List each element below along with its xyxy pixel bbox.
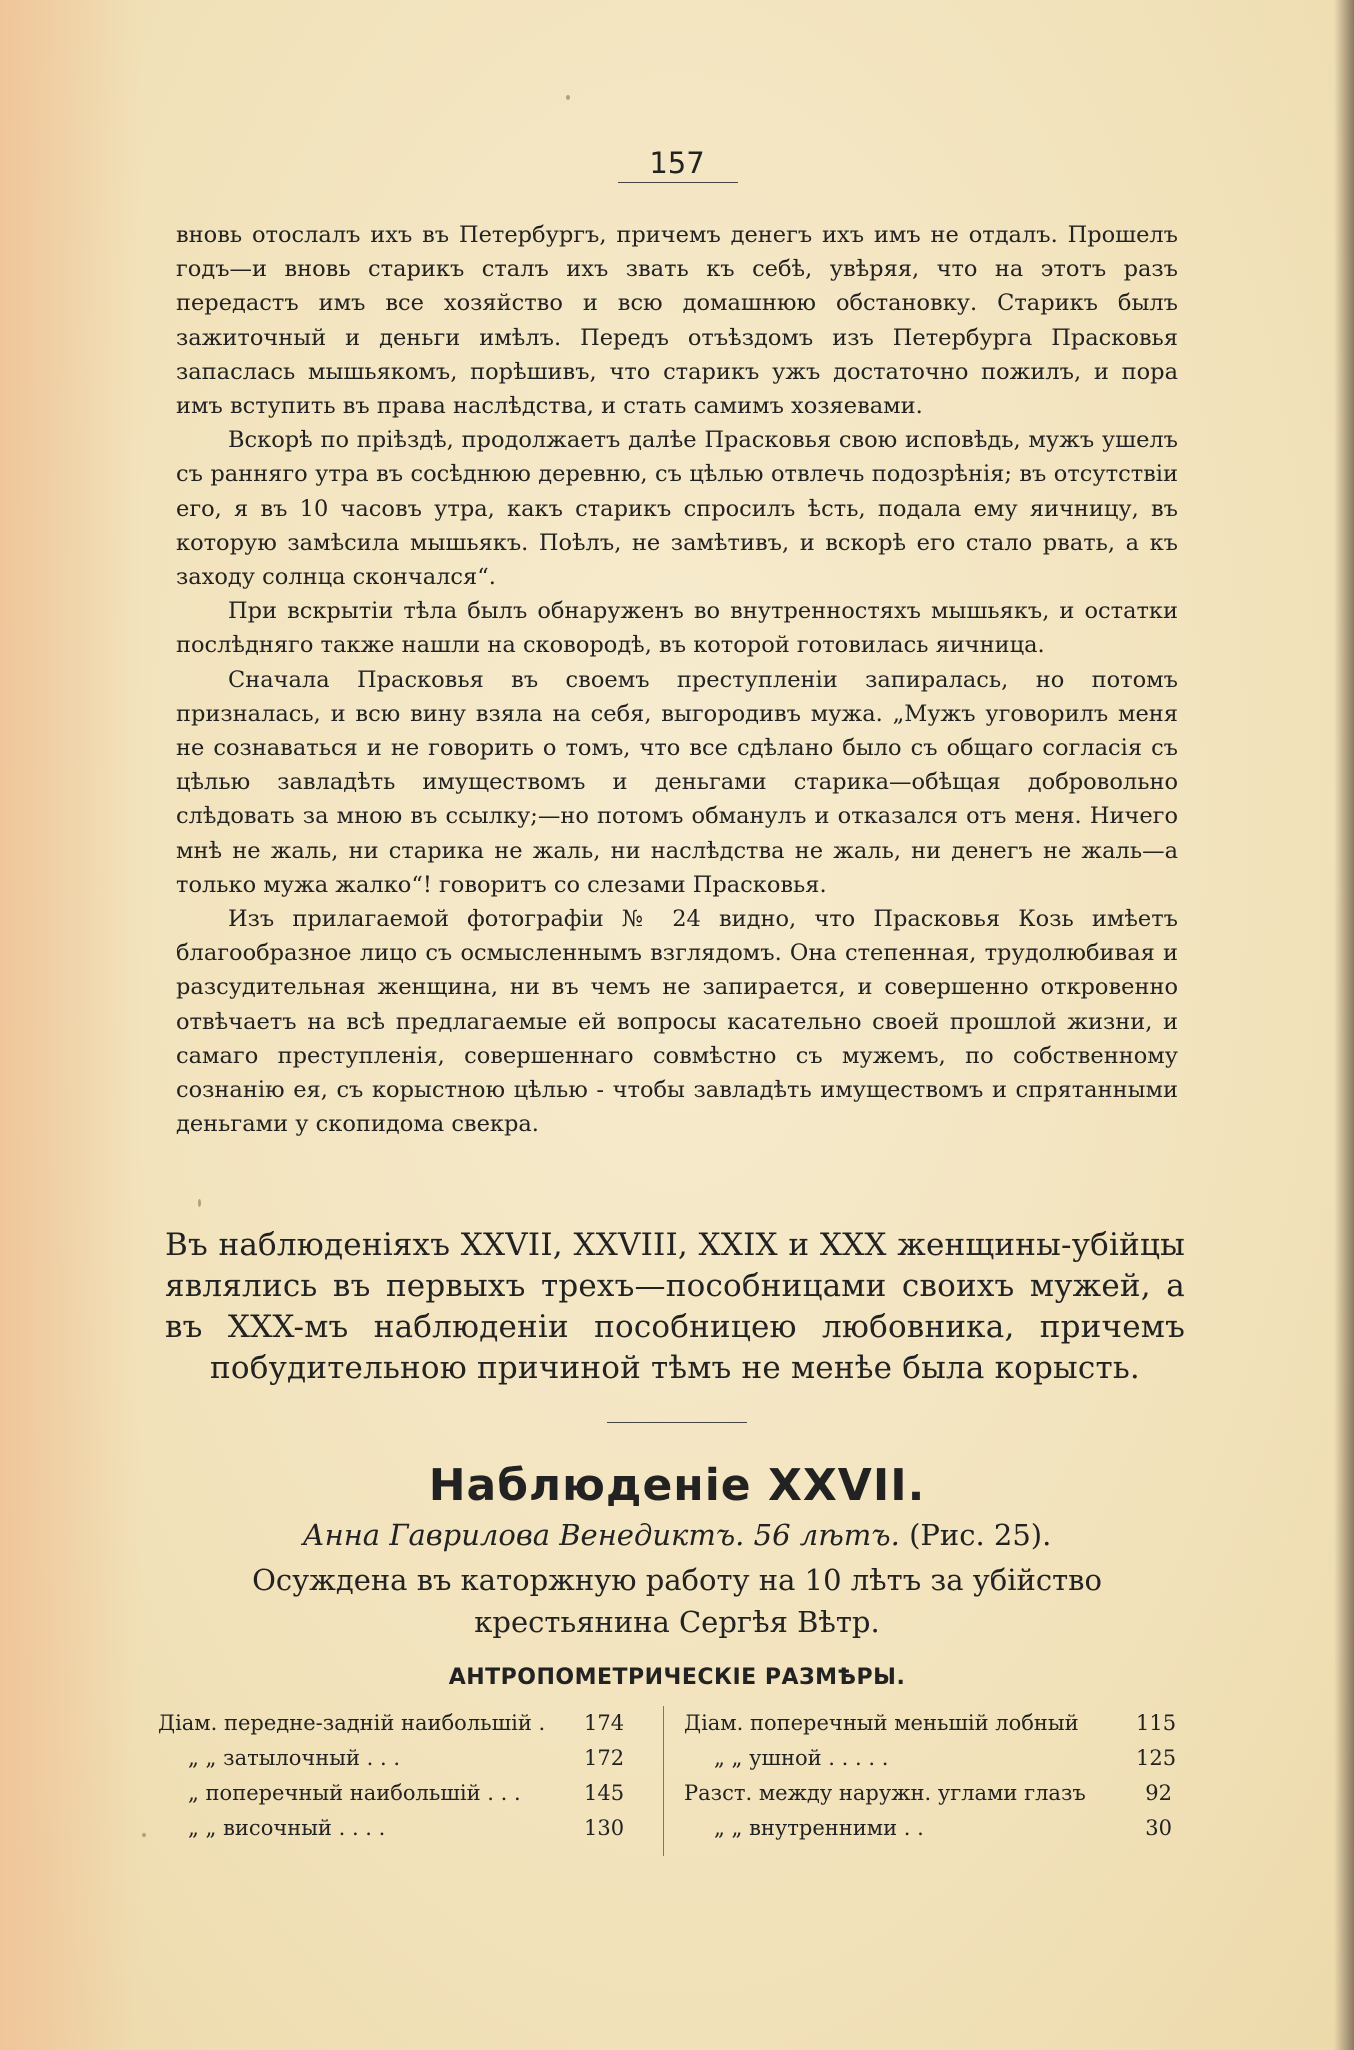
section-divider (607, 1422, 747, 1423)
measurement-label: „ „ внутренними . . (714, 1816, 924, 1840)
measurement-row (684, 1741, 1177, 1776)
paper-speck (198, 1199, 201, 1207)
measurement-value: 174 (584, 1711, 625, 1735)
measurement-value: 145 (584, 1781, 625, 1805)
measurement-value: 92 (1145, 1781, 1172, 1805)
measurements-left-column (158, 1706, 625, 1846)
sentence-text: Осуждена въ каторжную работу на 10 лѣтъ за убійство крестьянина Сергѣя Вѣтр. (252, 1563, 1102, 1639)
measurement-label: Разст. между наружн. углами глазъ (684, 1781, 1086, 1805)
paragraph-3: При вскрытіи тѣла былъ обнаруженъ во внутренностяхъ мышьякъ, и остатки послѣдняго также нашли на сковородѣ, въ которой готовилась яичница. (176, 598, 1178, 659)
paragraph-4: Сначала Прасковья въ своемъ преступленіи запиралась, но потомъ призналась, и всю вину взяла на себя, выгородивъ мужа. „Мужъ уговорилъ меня не сознаваться и не говорить о томъ, что все сдѣлано было съ общаго согласія съ цѣлью завладѣть имуществомъ и деньгами старика—обѣщая добровольно слѣдовать за мною въ ссылку;—но потомъ обманулъ и отказался отъ меня. Ничего мнѣ не жаль, ни старика не жаль, ни наслѣдства не жаль, ни денегъ не жаль—а только мужа жалко“! говоритъ со слезами Прасковья. (176, 666, 1178, 898)
measurement-row (684, 1811, 1172, 1846)
page-number-rule (618, 182, 738, 183)
paragraph-5: Изъ прилагаемой фотографіи № 24 видно, что Прасковья Козь имѣетъ благообразное лицо съ осмысленнымъ взглядомъ. Она степенная, трудолюбивая и разсудительная женщина, ни въ чемъ не запирается, и совершенно откровенно отвѣчаетъ на всѣ предлагаемые ей вопросы касательно своей прошлой жизни, и самаго преступленія, совершеннаго совмѣстно съ мужемъ, по собственному сознанію ея, съ корыстною цѣлью - чтобы завладѣть имуществомъ и спрятанными деньгами у скопидома свекра. (176, 906, 1178, 1138)
measurement-row (158, 1706, 625, 1741)
paper-speck (566, 95, 570, 100)
observations-intro: Въ наблюденіяхъ XXVII, XXVIII, XXIX и XXX женщины-убійцы являлись въ первыхъ трехъ—пособницами своихъ мужей, а въ XXX-мъ наблюденіи пособницею любовника, причемъ побудительною причиной тѣмъ не менѣе была корысть. (165, 1227, 1185, 1386)
observation-title: Наблюденіе XXVII. (428, 1460, 926, 1511)
measurement-row (158, 1811, 625, 1846)
body-text (176, 218, 1178, 1141)
measurement-label: Діам. поперечный меньшій лобный (684, 1711, 1079, 1735)
measurements-right-column (684, 1706, 1177, 1846)
paragraph-2: Вскорѣ по пріѣздѣ, продолжаетъ далѣе Прасковья свою исповѣдь, мужъ ушелъ съ ранняго утра въ сосѣднюю деревню, съ цѣлью отвлечь подозрѣнія; въ отсутствіи его, я въ 10 часовъ утра, какъ старикъ спросилъ ѣсть, подала ему яичницу, въ которую замѣсила мышьякъ. Поѣлъ, не замѣтивъ, и вскорѣ его стало рвать, а къ заходу солнца скончался“. (176, 427, 1178, 591)
measurement-row (684, 1776, 1172, 1811)
subject-line (0, 1518, 1354, 1552)
measurements-column-divider (663, 1706, 664, 1856)
measurement-row (684, 1706, 1177, 1741)
page-number: 157 (649, 146, 705, 180)
measurements-heading: АНТРОПОМЕТРИЧЕСКІЕ РАЗМѢРЫ. (448, 1665, 906, 1690)
measurement-label: „ „ ушной . . . . . (714, 1746, 889, 1770)
measurement-value: 30 (1145, 1816, 1172, 1840)
measurement-value: 115 (1136, 1711, 1177, 1735)
measurement-label: „ поперечный наибольшій . . . (188, 1781, 521, 1805)
paper-speck (142, 1833, 146, 1837)
subject-name: Анна Гаврилова Венедиктъ. 56 лѣтъ. (302, 1518, 900, 1552)
measurement-value: 172 (584, 1746, 625, 1770)
measurement-value: 130 (584, 1816, 625, 1840)
measurement-label: „ „ затылочный . . . (188, 1746, 401, 1770)
measurement-row (158, 1741, 625, 1776)
measurement-label: Діам. передне-задній наибольшій . (158, 1711, 546, 1735)
measurement-value: 125 (1136, 1746, 1177, 1770)
figure-reference: (Рис. 25). (909, 1518, 1052, 1552)
page-edge-shadow-left (0, 0, 140, 2050)
paragraph-1: вновь отослалъ ихъ въ Петербургъ, причемъ денегъ ихъ имъ не отдалъ. Прошелъ годъ—и вновь старикъ сталъ ихъ звать къ себѣ, увѣряя, что на этотъ разъ передастъ имъ все хозяйство и всю домашнюю обстановку. Старикъ былъ зажиточный и деньги имѣлъ. Передъ отъѣздомъ изъ Петербурга Прасковья запаслась мышьякомъ, порѣшивъ, что старикъ ужъ достаточно пожилъ, и пора имъ вступить въ права наслѣдства, и стать самимъ хозяевами. (176, 222, 1178, 420)
measurement-label: „ „ височный . . . . (188, 1816, 386, 1840)
measurement-row (158, 1776, 625, 1811)
page-edge-shadow-right (1334, 0, 1354, 2050)
